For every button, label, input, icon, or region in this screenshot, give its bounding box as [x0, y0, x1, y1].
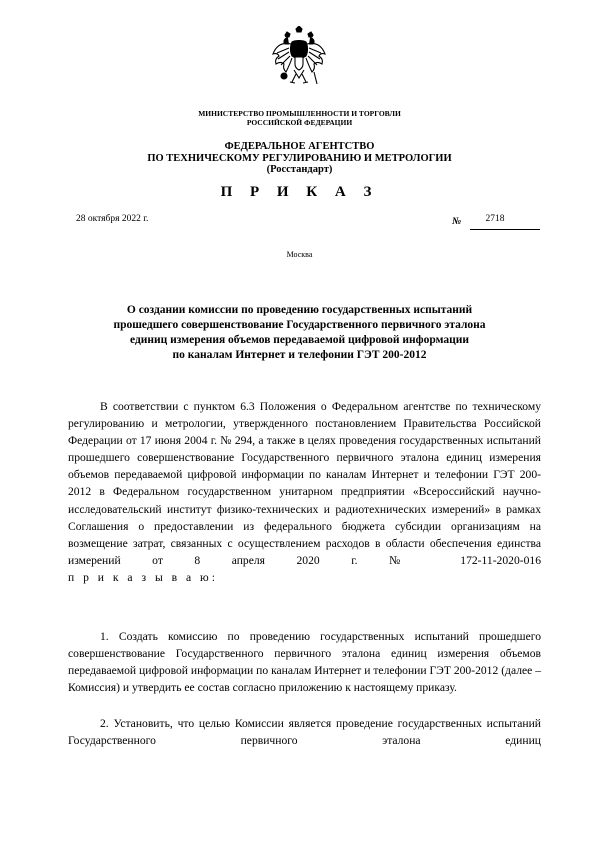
preamble-block: [68, 398, 541, 586]
document-date: 28 октября 2022 г.: [76, 214, 149, 224]
subject-line-3: единиц измерения объемов передаваемой цифровой информации: [130, 334, 469, 346]
document-number-label: №: [452, 216, 462, 227]
order-item-2: [68, 715, 541, 749]
agency-name-line1: ФЕДЕРАЛЬНОЕ АГЕНТСТВО: [224, 141, 375, 152]
subject-line-4: по каналам Интернет и телефонии ГЭТ 200-2012: [172, 349, 427, 361]
subject-line-2: прошедшего совершенствование Государственного первичного эталона: [113, 319, 486, 331]
document-number-underline: [470, 229, 540, 230]
agency-name-line2: ПО ТЕХНИЧЕСКОМУ РЕГУЛИРОВАНИЮ И МЕТРОЛОГИИ: [147, 152, 452, 164]
ministry-name-line2: РОССИЙСКОЙ ФЕДЕРАЦИИ: [246, 118, 353, 127]
preamble-paragraph: В соответствии с пунктом 6.3 Положения о Федеральном агентстве по техническому регулированию и метрологии, утвержденного постановлением Правительства Российской Федерации от 17 июня 2004 г. № 294, а также в целях проведения государственных испытаний прошедшего совершенствование Государственного первичного эталона единиц измерения объемов передаваемой цифровой информации по каналам Интернет и телефонии ГЭТ 200-2012 в Федеральном государственном унитарном предприятии «Всероссийский научно-исследовательский институт физико-технических и радиотехнических измерений» в рамках Соглашения о предоставлении из федерального бюджета субсидии организациям на возмещение затрат, связанных с осуществлением расходов в области обеспечения единства измерений от 8 апреля 2020 г. № 172-11-2020-016: [68, 400, 541, 567]
ministry-header: [0, 109, 599, 127]
agency-header: [0, 141, 599, 176]
order-word: п р и к а з ы в а ю:: [68, 570, 218, 584]
order-item-1-text: 1. Создать комиссию по проведению государственных испытаний прошедшего совершенствование Государственного первичного эталона единиц измерения объемов передаваемой цифровой информации по каналам Интернет и телефонии ГЭТ 200-2012 (далее – Комиссия) и утвердить ее состав согласно приложению к настоящему приказу.: [68, 630, 541, 695]
document-title: П Р И К А З: [220, 184, 379, 200]
document-subject: [0, 303, 599, 363]
subject-line-1: О создании комиссии по проведению государственных испытаний: [126, 304, 473, 316]
ministry-name-line1: МИНИСТЕРСТВО ПРОМЫШЛЕННОСТИ И ТОРГОВЛИ: [198, 109, 401, 118]
order-item-1: [68, 628, 541, 696]
double-headed-eagle-emblem-icon: [270, 26, 328, 88]
agency-short-name: (Росстандарт): [266, 164, 333, 175]
order-item-2-text: 2. Установить, что целью Комиссии является проведение государственных испытаний Государственного первичного эталона единиц: [68, 717, 541, 748]
document-number: 2718: [485, 214, 505, 224]
document-city: Москва: [286, 250, 313, 259]
